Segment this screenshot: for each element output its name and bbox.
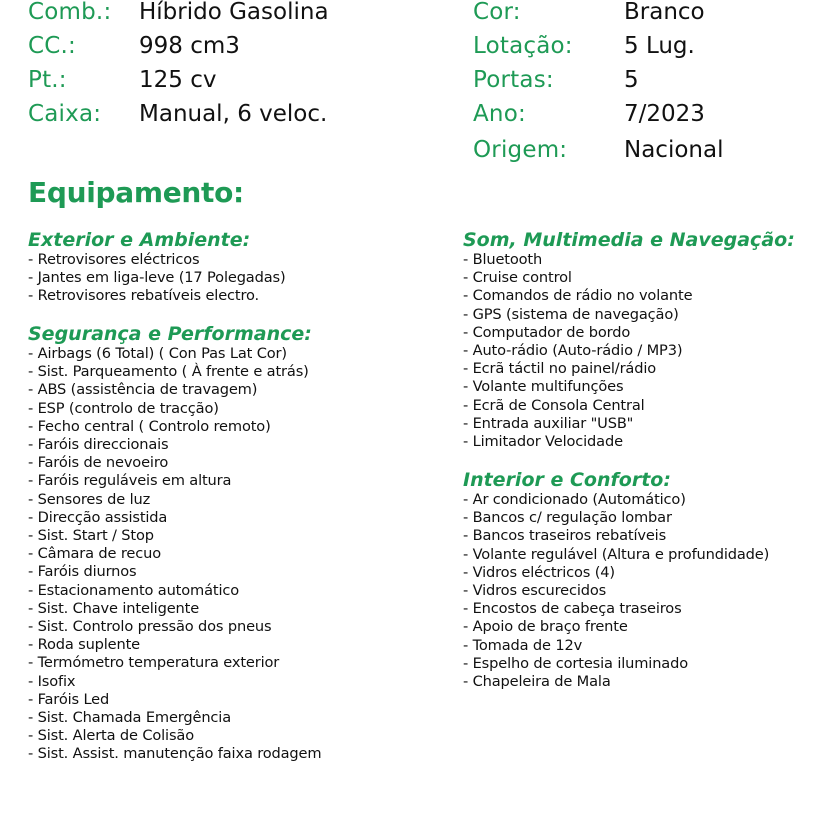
- feature-list: [28, 251, 286, 306]
- feature-item: - Bancos traseiros rebatíveis: [463, 527, 667, 545]
- feature-item: - Ecrã de Consola Central: [463, 396, 645, 414]
- feature-item: - Jantes em liga-leve (17 Polegadas): [28, 269, 286, 287]
- feature-item: - Cruise control: [463, 269, 572, 287]
- spec-label: Caixa:: [28, 101, 102, 127]
- spec-value: 7/2023: [624, 101, 705, 127]
- feature-item: - Roda suplente: [28, 636, 141, 654]
- equipment-heading: Equipamento:: [28, 176, 244, 209]
- feature-item: - Faróis Led: [28, 690, 110, 708]
- feature-item: - Sist. Start / Stop: [28, 527, 154, 545]
- feature-item: - Limitador Velocidade: [463, 433, 623, 451]
- spec-label: Ano:: [473, 101, 526, 127]
- feature-item: - GPS (sistema de navegação): [463, 305, 679, 323]
- spec-label: Cor:: [473, 0, 521, 25]
- feature-item: - Sist. Chamada Emergência: [28, 709, 231, 727]
- feature-item: - Sist. Chave inteligente: [28, 599, 200, 617]
- group-exterior: [28, 229, 286, 306]
- feature-item: - Ecrã táctil no painel/rádio: [463, 360, 657, 378]
- feature-item: - Fecho central ( Controlo remoto): [28, 417, 271, 435]
- group-title: Interior e Conforto:: [463, 469, 671, 491]
- feature-item: - Sensores de luz: [28, 490, 151, 508]
- spec-value: 5: [624, 67, 639, 93]
- feature-item: - Bancos c/ regulação lombar: [463, 509, 672, 527]
- spec-label: Origem:: [473, 137, 568, 163]
- feature-item: - Faróis de nevoeiro: [28, 454, 169, 472]
- feature-item: - Tomada de 12v: [463, 636, 583, 654]
- feature-item: - ESP (controlo de tracção): [28, 399, 219, 417]
- spec-value: 125 cv: [139, 67, 217, 93]
- feature-item: - Faróis direccionais: [28, 436, 169, 454]
- feature-item: - Volante multifunções: [463, 378, 624, 396]
- feature-item: - Comandos de rádio no volante: [463, 287, 693, 305]
- group-title: Som, Multimedia e Navegação:: [463, 229, 795, 251]
- feature-item: - Termómetro temperatura exterior: [28, 654, 280, 672]
- spec-label: Portas:: [473, 67, 554, 93]
- feature-item: - Sist. Parqueamento ( À frente e atrás): [28, 363, 309, 381]
- feature-item: - Ar condicionado (Automático): [463, 491, 686, 508]
- spec-value: 998 cm3: [139, 33, 240, 59]
- spec-label: CC.:: [28, 33, 76, 59]
- spec-label: Comb.:: [28, 0, 112, 25]
- group-title: Exterior e Ambiente:: [28, 229, 251, 251]
- spec-value: Branco: [624, 0, 705, 25]
- feature-item: - ABS (assistência de travagem): [28, 381, 258, 399]
- feature-list: [28, 345, 321, 764]
- feature-item: - Sist. Controlo pressão dos pneus: [28, 618, 272, 636]
- feature-item: - Direcção assistida: [28, 508, 168, 526]
- spec-label: Lotação:: [473, 33, 573, 59]
- feature-item: - Estacionamento automático: [28, 581, 240, 599]
- feature-item: - Retrovisores eléctricos: [28, 251, 200, 268]
- spec-label: Pt.:: [28, 67, 67, 93]
- feature-item: - Computador de bordo: [463, 323, 631, 341]
- feature-item: - Auto-rádio (Auto-rádio / MP3): [463, 342, 683, 360]
- spec-value: 5 Lug.: [624, 33, 695, 59]
- feature-item: - Encostos de cabeça traseiros: [463, 600, 682, 618]
- feature-item: - Entrada auxiliar "USB": [463, 414, 634, 432]
- group-multimedia: [463, 229, 795, 451]
- feature-item: - Câmara de recuo: [28, 545, 161, 563]
- feature-item: - Vidros eléctricos (4): [463, 563, 615, 581]
- feature-list: [463, 251, 795, 451]
- group-title: Segurança e Performance:: [28, 323, 312, 345]
- feature-item: - Sist. Assist. manutenção faixa rodagem: [28, 745, 322, 763]
- feature-item: - Sist. Alerta de Colisão: [28, 727, 194, 745]
- feature-item: - Retrovisores rebatíveis electro.: [28, 287, 260, 305]
- feature-item: - Airbags (6 Total) ( Con Pas Lat Cor): [28, 345, 287, 362]
- feature-item: - Apoio de braço frente: [463, 618, 628, 636]
- spec-value: Híbrido Gasolina: [139, 0, 329, 25]
- feature-list: [463, 491, 769, 691]
- feature-item: - Isofix: [28, 672, 76, 690]
- spec-value: Nacional: [624, 137, 724, 163]
- feature-item: - Bluetooth: [463, 251, 543, 268]
- specs-section: [28, 0, 818, 170]
- feature-item: - Faróis reguláveis em altura: [28, 472, 232, 490]
- feature-item: - Chapeleira de Mala: [463, 673, 611, 691]
- group-safety: [28, 323, 321, 764]
- spec-value: Manual, 6 veloc.: [139, 101, 328, 127]
- group-interior: [463, 469, 769, 691]
- feature-item: - Volante regulável (Altura e profundidade): [463, 545, 770, 563]
- feature-item: - Vidros escurecidos: [463, 582, 607, 600]
- feature-item: - Espelho de cortesia iluminado: [463, 654, 688, 672]
- feature-item: - Faróis diurnos: [28, 563, 137, 581]
